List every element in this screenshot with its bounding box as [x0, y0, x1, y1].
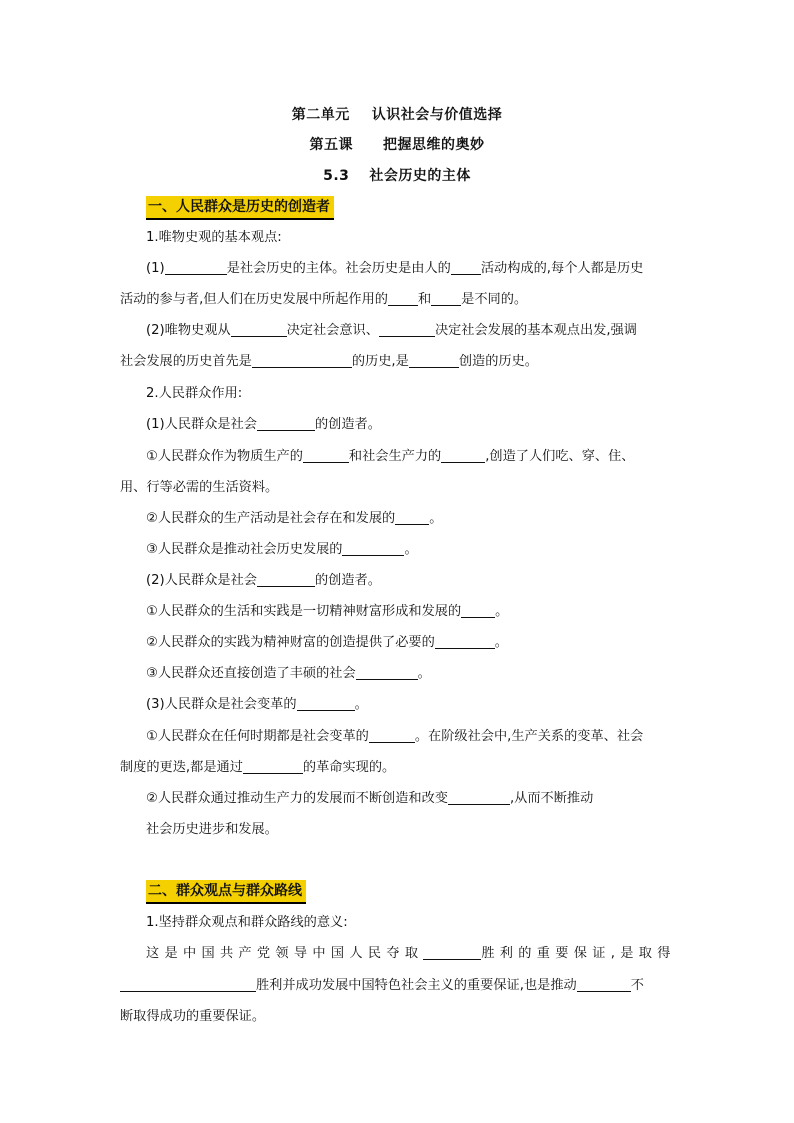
s1-l13a: ①人民群众的生活和实践是一切精神财富形成和发展的	[146, 604, 462, 619]
s1-l2b: 是社会历史的主体。社会历史是由人的	[226, 261, 451, 276]
fill-blank[interactable]	[461, 602, 495, 618]
s1-l5a: 社会发展的历史首先是	[120, 354, 252, 369]
s1-l16a: (3)人民群众是社会变革的	[146, 697, 297, 712]
s1-line7	[146, 415, 381, 435]
s2-line3	[120, 976, 644, 996]
s1-line8	[146, 447, 634, 467]
section2-heading: 二、群众观点与群众路线	[146, 880, 306, 904]
s1-l3a: 活动的参与者,但人们在历史发展中所起作用的	[120, 292, 388, 307]
s1-line11	[146, 540, 418, 560]
s1-l5c: 创造的历史。	[458, 354, 538, 369]
fill-blank[interactable]	[120, 976, 256, 992]
s1-line20: 社会历史进步和发展。	[146, 822, 278, 837]
s1-l4c: 决定社会发展的基本观点出发,强调	[434, 323, 637, 338]
s2-l3a: 胜利并成功发展中国特色社会主义的重要保证,也是推动	[256, 978, 577, 993]
fill-blank[interactable]	[231, 321, 287, 337]
section1-heading: 一、人民群众是历史的创造者	[146, 196, 334, 220]
s1-l8a: ①人民群众作为物质生产的	[146, 449, 303, 464]
section-title	[0, 165, 794, 185]
unit-label: 第二单元	[291, 107, 350, 123]
s1-l17a: ①人民群众在任何时期都是社会变革的	[146, 729, 369, 744]
fill-blank[interactable]	[409, 352, 459, 368]
fill-blank[interactable]	[165, 259, 227, 275]
s2-l2a: 这是中国共产党领导中国人民夺取	[146, 946, 424, 961]
s1-l2c: 活动构成的,每个人都是历史	[480, 261, 644, 276]
s2-l3b: 不	[630, 978, 644, 993]
s1-l10a: ②人民群众的生产活动是社会存在和发展的	[146, 511, 396, 526]
s1-l14a: ②人民群众的实践为精神财富的创造提供了必要的	[146, 635, 435, 650]
s1-l10b: 。	[429, 511, 443, 526]
s1-line1: 1.唯物史观的基本观点:	[146, 230, 282, 245]
s1-l19a: ②人民群众通过推动生产力的发展而不断创造和改变	[146, 791, 448, 806]
lesson-title	[0, 134, 794, 154]
s1-l16b: 。	[354, 697, 368, 712]
fill-blank[interactable]	[431, 290, 461, 306]
s1-line10	[146, 509, 442, 529]
s1-line15	[146, 664, 431, 684]
fill-blank[interactable]	[342, 540, 404, 556]
s1-l13b: 。	[495, 604, 509, 619]
fill-blank[interactable]	[243, 758, 303, 774]
s1-line9: 用、行等必需的生活资料。	[120, 480, 279, 495]
fill-blank[interactable]	[395, 509, 429, 525]
s2-line2	[146, 944, 676, 964]
fill-blank[interactable]	[369, 727, 415, 743]
s1-l12b: 的创造者。	[315, 573, 381, 588]
s2-line4: 断取得成功的重要保证。	[120, 1009, 266, 1024]
fill-blank[interactable]	[423, 944, 481, 960]
fill-blank[interactable]	[577, 976, 631, 992]
s1-l3c: 是不同的。	[461, 292, 528, 307]
s1-l7b: 的创造者。	[315, 417, 381, 432]
s1-line12	[146, 571, 381, 591]
unit-title	[0, 104, 794, 124]
s1-l17b: 。在阶级社会中,生产关系的变革、社会	[414, 729, 644, 744]
s1-l4a: (2)唯物史观从	[146, 323, 231, 338]
s1-l19b: ,从而不断推动	[509, 791, 594, 806]
s1-l12a: (2)人民群众是社会	[146, 573, 257, 588]
s2-line1: 1.坚持群众观点和群众路线的意义:	[146, 915, 348, 930]
s1-line14	[146, 633, 508, 653]
s1-l18b: 的革命实现的。	[302, 760, 396, 775]
s1-l11a: ③人民群众是推动社会历史发展的	[146, 542, 343, 557]
s1-line5	[120, 352, 538, 372]
s1-l15b: 。	[417, 666, 431, 681]
s1-l15a: ③人民群众还直接创造了丰硕的社会	[146, 666, 356, 681]
fill-blank[interactable]	[257, 415, 315, 431]
s1-l8b: 和社会生产力的	[348, 449, 442, 464]
fill-blank[interactable]	[257, 571, 315, 587]
s1-l7a: (1)人民群众是社会	[146, 417, 257, 432]
fill-blank[interactable]	[356, 664, 418, 680]
s1-line2	[146, 259, 643, 279]
fill-blank[interactable]	[303, 447, 349, 463]
section-name: 社会历史的主体	[369, 168, 471, 184]
s1-line16	[146, 695, 368, 715]
s1-l14b: 。	[494, 635, 508, 650]
lesson-name: 把握思维的奥妙	[383, 137, 485, 153]
s1-l2a: (1)	[146, 261, 165, 276]
fill-blank[interactable]	[379, 321, 435, 337]
section-number: 5.3	[323, 168, 350, 184]
s1-l11b: 。	[404, 542, 418, 557]
fill-blank[interactable]	[451, 259, 481, 275]
s1-l8c: ,创造了人们吃、穿、住、	[485, 449, 635, 464]
s1-line13	[146, 602, 508, 622]
s1-line17	[146, 727, 643, 747]
s2-l2b: 胜利的重要保证,是取得	[481, 946, 676, 961]
fill-blank[interactable]	[252, 352, 352, 368]
s1-line19	[146, 789, 593, 809]
fill-blank[interactable]	[448, 789, 510, 805]
lesson-label: 第五课	[309, 137, 353, 153]
unit-name: 认识社会与价值选择	[371, 107, 503, 123]
s1-line3	[120, 290, 527, 310]
fill-blank[interactable]	[297, 695, 355, 711]
fill-blank[interactable]	[441, 447, 485, 463]
s1-line6: 2.人民群众作用:	[146, 386, 243, 401]
s1-l5b: 的历史,是	[351, 354, 409, 369]
s1-line4	[146, 321, 637, 341]
s1-l4b: 决定社会意识、	[286, 323, 379, 338]
s1-l3b: 和	[417, 292, 432, 307]
fill-blank[interactable]	[435, 633, 495, 649]
s1-l18a: 制度的更迭,都是通过	[120, 760, 243, 775]
fill-blank[interactable]	[388, 290, 418, 306]
s1-line18	[120, 758, 395, 778]
